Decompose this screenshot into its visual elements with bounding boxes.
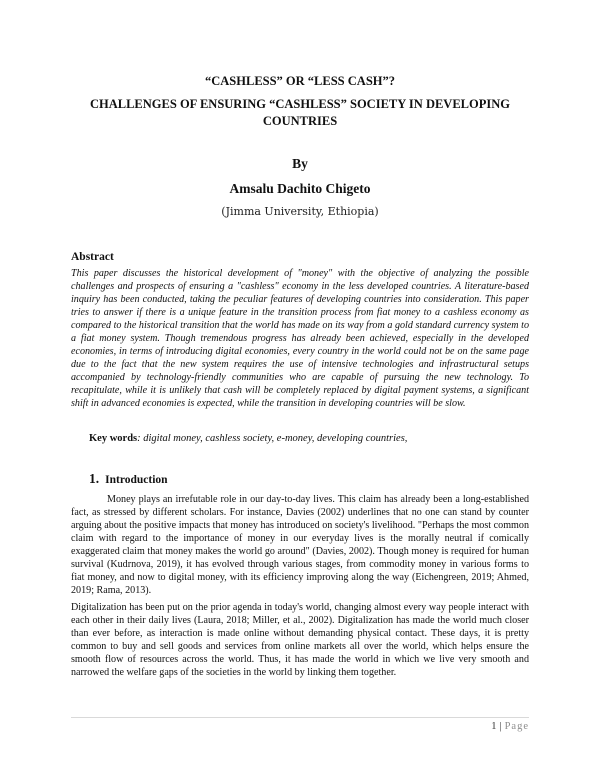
intro-paragraph-2: Digitalization has been put on the prior agenda in today's world, changing almost every way people interact with each other in their daily lives (Laura, 2018; Miller, et al., 2002). Digitalization has made the world much closer than ever before, as interaction is made online without demanding physical contact. These days, it is pretty common to buy and sell goods and services from online markets all over the world, which helps ensure the smooth flow of resources across the world. Thus, it has made the world in which we live very smooth and narrowed the welfare gaps of the societies in the world by linking them together. [71, 602, 529, 678]
page-footer [491, 721, 529, 732]
paper-title-line1: “CASHLESS” OR “LESS CASH”? [205, 74, 395, 88]
page-number: 1 [491, 721, 497, 732]
intro-paragraph-1: Money plays an irrefutable role in our day-to-day lives. This claim has already been a long-established fact, as stressed by different scholars. For instance, Davies (2002) underlines that no one can stand by counter arguing about the positive impacts that money has introduced on society's livelihood. "Perhaps the most common claim with regard to the importance of money in our everyday lives is the morally neutral if comically exaggerated claim that money makes the world go around" (Davies, 2002). Though money is required for human survival (Kudrnova, 2019), it has evolved through various stages, from commodity money in various forms to fiat money, and now to digital money, with its efficiency improving along the way (Eichengreen, 2019; Ahmed, 2019; Rama, 2013). [71, 494, 529, 596]
page-separator: | [499, 721, 502, 732]
footer-divider [71, 717, 529, 718]
author-affiliation: (Jimma University, Ethiopia) [221, 205, 379, 218]
abstract-heading: Abstract [71, 251, 114, 263]
byline: By [292, 156, 308, 171]
section-number: 1. [89, 471, 100, 486]
keywords-list: : digital money, cashless society, e-money, developing countries, [137, 433, 408, 444]
section-title: Introduction [105, 474, 168, 486]
section-heading [89, 470, 168, 488]
page-label: Page [504, 721, 529, 732]
keywords-line [89, 433, 529, 444]
keywords-label: Key words [89, 433, 138, 444]
paper-title-line2: CHALLENGES OF ENSURING “CASHLESS” SOCIETY IN DEVELOPING COUNTRIES [89, 97, 510, 128]
author-name: Amsalu Dachito Chigeto [229, 181, 371, 196]
abstract-body: This paper discusses the historical development of "money" with the objective of analyzing the possible challenges and prospects of ensuring a "cashless" economy in the less developed countries. A literature-based inquiry has been conducted, taking the peculiar features of developing countries into consideration. This paper tries to answer if there is a unique feature in the transition process from fiat money to a cashless economy as compared to the historical transition that the world has made on its way from a gold standard currency system to a fiat money system. Though tremendous progress has already been achieved, especially in the developed economies, in terms of introducing digital economies, every country in the world could not be on the same page due to the fact that the new system requires the use of intensive technologies and infrastructural setups accompanied by technology-friendly communities who are capable of pursuing the new technology. To recapitulate, while it is unlikely that cash will be completely replaced by digital payment systems, a significant shift in advanced economies is expected, while the transition in developing countries will be slow. [71, 268, 529, 409]
